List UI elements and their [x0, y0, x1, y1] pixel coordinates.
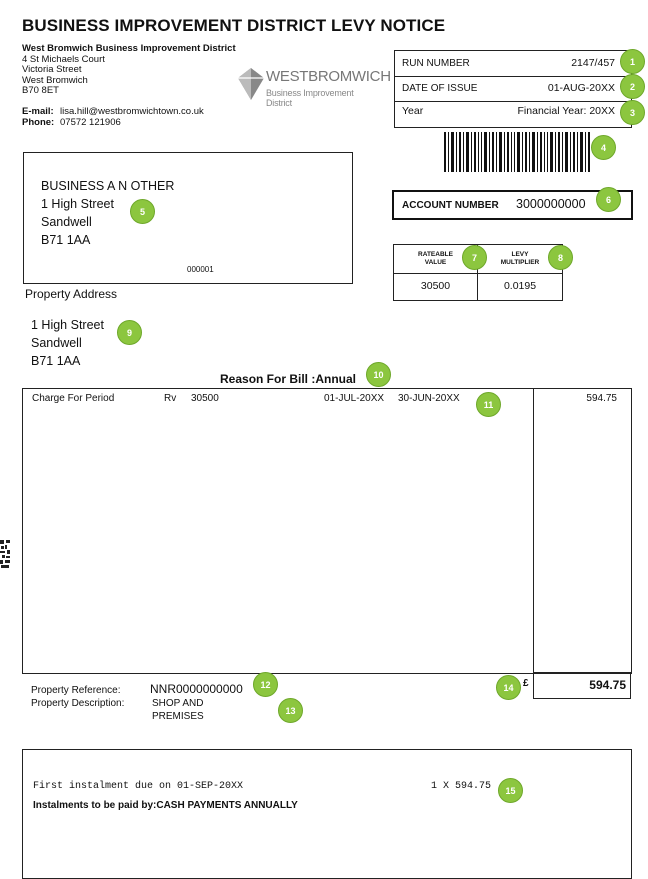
date-of-issue-value: 01-AUG-20XX	[547, 82, 615, 94]
year-value: Financial Year: 20XX	[517, 105, 615, 117]
property-description-label: Property Description:	[31, 698, 125, 709]
annotation-badge-8: 8	[548, 245, 573, 270]
property-address-label: Property Address	[25, 287, 118, 301]
property-address-line: Sandwell	[31, 336, 82, 350]
first-instalment-amount: 1 X 594.75	[431, 781, 492, 792]
recipient-code: 000001	[187, 265, 214, 274]
instalment-method: Instalments to be paid by:CASH PAYMENTS ANNUALLY	[33, 800, 298, 811]
run-info-box	[394, 50, 632, 128]
recipient-line: 1 High Street	[41, 197, 114, 211]
levy-multiplier: 0.0195	[503, 280, 537, 292]
west-bromwich-logo	[238, 66, 391, 108]
property-address	[31, 316, 104, 370]
period-from: 01-JUL-20XX	[324, 393, 385, 404]
charge-amount: 594.75	[586, 393, 617, 404]
notice-title: BUSINESS IMPROVEMENT DISTRICT LEVY NOTICE	[22, 16, 446, 35]
property-address-line: 1 High Street	[31, 318, 104, 332]
logo-text: WESTBROMWICH	[266, 68, 391, 85]
property-reference-block	[31, 682, 243, 722]
table-divider	[394, 273, 562, 274]
org-address-line: Victoria Street	[22, 64, 82, 75]
currency-symbol: £	[523, 678, 529, 689]
property-reference-label: Property Reference:	[31, 685, 121, 696]
total-box	[533, 672, 631, 699]
annotation-badge-4: 4	[591, 135, 616, 160]
annotation-badge-7: 7	[462, 245, 487, 270]
qr-code-icon	[0, 540, 10, 568]
annotation-badge-9: 9	[117, 320, 142, 345]
instalments-box	[22, 749, 632, 879]
annotation-badge-11: 11	[476, 392, 501, 417]
total-amount: 594.75	[589, 678, 626, 692]
header-line: VALUE	[424, 259, 447, 266]
logo-subtext: Business Improvement District	[266, 88, 354, 108]
run-number-row	[395, 51, 631, 77]
period-to: 30-JUN-20XX	[398, 393, 460, 404]
organisation-name: West Bromwich Business Improvement District	[22, 43, 236, 54]
email-label: E-mail:	[22, 106, 54, 117]
account-number-label: ACCOUNT NUMBER	[402, 200, 499, 211]
contact-block	[22, 106, 204, 128]
recipient-address-box	[23, 152, 353, 284]
charge-label: Charge For Period	[32, 393, 115, 404]
run-number-value: 2147/457	[571, 57, 615, 69]
property-address-line: B71 1AA	[31, 354, 81, 368]
run-number-label: RUN NUMBER	[402, 58, 470, 69]
annotation-badge-14: 14	[496, 675, 521, 700]
property-reference-value: NNR0000000000	[150, 682, 243, 696]
rv-label: Rv	[164, 393, 177, 404]
barcode-icon	[444, 132, 590, 172]
date-of-issue-label: DATE OF ISSUE	[402, 83, 478, 94]
recipient-line: B71 1AA	[41, 233, 91, 247]
header-line: MULTIPLIER	[500, 259, 540, 266]
charges-box	[22, 388, 632, 674]
email-link[interactable]: lisa.hill@westbromwichtown.co.uk	[60, 106, 204, 117]
header-line: RATEABLE	[418, 251, 453, 258]
rv-value: 30500	[191, 393, 219, 404]
reason-for-bill: Reason For Bill :Annual	[220, 372, 357, 386]
year-label: Year	[402, 105, 424, 117]
phone-number: 07572 121906	[60, 117, 121, 128]
org-address-line: B70 8ET	[22, 85, 59, 96]
annotation-badge-15: 15	[498, 778, 523, 803]
logo-mark-icon	[238, 68, 264, 100]
recipient-line: Sandwell	[41, 215, 92, 229]
org-address-line: 4 St Michaels Court	[22, 53, 105, 65]
org-address-line: West Bromwich	[22, 74, 88, 86]
annotation-badge-6: 6	[596, 187, 621, 212]
annotation-badge-3: 3	[620, 100, 645, 125]
rateable-value: 30500	[420, 280, 451, 292]
annotation-badge-1: 1	[620, 49, 645, 74]
header-line: LEVY	[511, 251, 529, 258]
account-number-value: 3000000000	[516, 197, 586, 211]
property-description-value: SHOP AND PREMISES	[152, 698, 204, 722]
organisation-block	[22, 44, 236, 97]
first-instalment-text: First instalment due on 01-SEP-20XX	[33, 781, 244, 792]
amount-column-divider	[533, 389, 534, 673]
annotation-badge-2: 2	[620, 74, 645, 99]
year-row	[395, 101, 631, 126]
annotation-badge-13: 13	[278, 698, 303, 723]
annotation-badge-5: 5	[130, 199, 155, 224]
date-of-issue-row	[395, 76, 631, 102]
recipient-line: BUSINESS A N OTHER	[41, 179, 175, 193]
annotation-badge-12: 12	[253, 672, 278, 697]
annotation-badge-10: 10	[366, 362, 391, 387]
phone-label: Phone:	[22, 117, 55, 128]
